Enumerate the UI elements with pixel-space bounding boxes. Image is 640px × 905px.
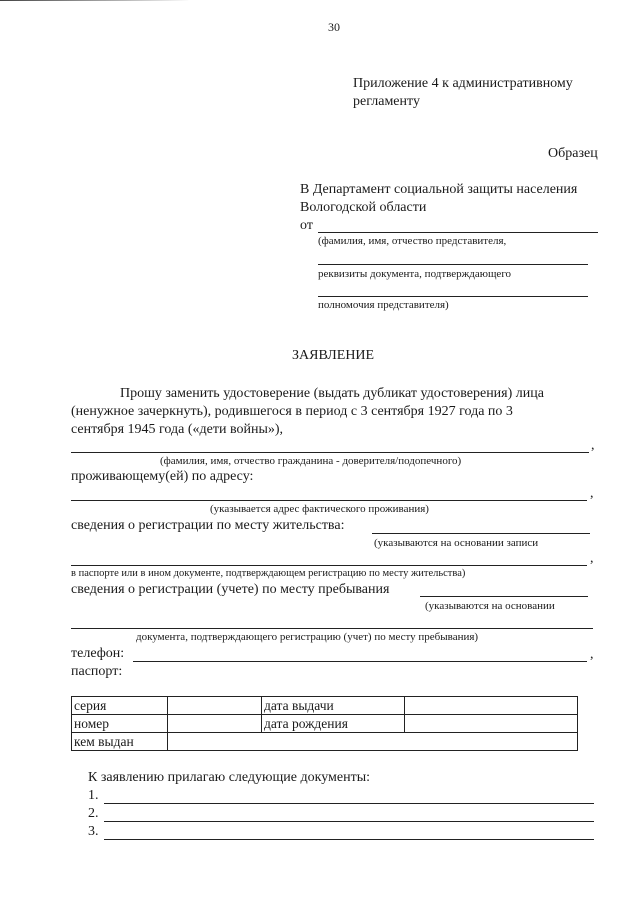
attachment-item-1: 1.: [88, 788, 99, 803]
issue-date-label: дата выдачи: [262, 697, 405, 715]
representative-doc-line: [318, 264, 588, 265]
body-line-2: (ненужное зачеркнуть), родившегося в период с 3 сентября 1927 года по 3: [71, 404, 513, 419]
attachment-line-3: [104, 839, 594, 840]
passport-table: [71, 696, 578, 751]
comma-1: ,: [591, 438, 595, 453]
hint-representative-1: (фамилия, имя, отчество представителя,: [318, 235, 507, 247]
issue-date-value-cell: [405, 697, 578, 715]
addressee-line-2: Вологодской области: [300, 200, 427, 215]
attachment-line-1: [104, 803, 594, 804]
hint-reg-1: (указываются на основании записи: [374, 537, 539, 549]
body-line-3: сентября 1945 года («дети войны»),: [71, 422, 284, 437]
hint-address: (указывается адрес фактического проживания): [210, 503, 429, 515]
passport-label: паспорт:: [71, 664, 123, 679]
passport-row-issued-by: [72, 733, 578, 751]
birth-date-label: дата рождения: [262, 715, 405, 733]
comma-2: ,: [590, 486, 594, 501]
reg-place-label: сведения о регистрации по месту жительства:: [71, 518, 345, 533]
document-title: ЗАЯВЛЕНИЕ: [292, 348, 375, 363]
number-value-cell: [168, 715, 262, 733]
passport-row-series: [72, 697, 578, 715]
comma-4: ,: [590, 647, 594, 662]
body-line-1: Прошу заменить удостоверение (выдать дубликат удостоверения) лица: [120, 386, 544, 401]
attachment-line-2: [104, 821, 594, 822]
reg-place-line-2: [71, 565, 587, 566]
appendix-line-1: Приложение 4 к административному: [353, 76, 573, 91]
hint-reg-2: в паспорте или в ином документе, подтверждающем регистрацию по месту жительства): [71, 568, 466, 579]
stay-place-label: сведения о регистрации (учете) по месту пребывания: [71, 582, 390, 597]
hint-stay-1: (указываются на основании: [425, 600, 555, 612]
attachments-intro: К заявлению прилагаю следующие документы:: [88, 770, 371, 785]
comma-3: ,: [590, 551, 594, 566]
address-line: [71, 500, 587, 501]
attachment-item-2: 2.: [88, 806, 99, 821]
phone-line: [133, 661, 587, 662]
citizen-name-line: [71, 452, 589, 453]
scan-edge-line: [0, 0, 300, 1]
from-label: от: [300, 218, 313, 233]
series-value-cell: [168, 697, 262, 715]
sample-label: Образец: [548, 146, 598, 161]
hint-representative-2: реквизиты документа, подтверждающего: [318, 268, 512, 280]
series-label: серия: [72, 697, 168, 715]
hint-citizen-name: (фамилия, имя, отчество гражданина - доверителя/подопечного): [160, 455, 462, 467]
stay-place-line: [420, 596, 588, 597]
stay-place-line-2: [71, 628, 593, 629]
phone-label: телефон:: [71, 646, 125, 661]
passport-row-number: [72, 715, 578, 733]
hint-representative-3: полномочия представителя): [318, 299, 449, 311]
number-label: номер: [72, 715, 168, 733]
attachment-item-3: 3.: [88, 824, 99, 839]
representative-name-line: [318, 232, 598, 233]
appendix-line-2: регламенту: [353, 94, 420, 109]
birth-date-value-cell: [405, 715, 578, 733]
issued-by-label: кем выдан: [72, 733, 168, 751]
reg-place-line: [372, 533, 590, 534]
addressee-line-1: В Департамент социальной защиты населения: [300, 182, 578, 197]
hint-stay-2: документа, подтверждающего регистрацию (учет) по месту пребывания): [136, 631, 479, 643]
issued-by-value-cell: [168, 733, 578, 751]
residing-label: проживающему(ей) по адресу:: [71, 469, 254, 484]
representative-authority-line: [318, 296, 588, 297]
page-number: 30: [328, 20, 340, 34]
